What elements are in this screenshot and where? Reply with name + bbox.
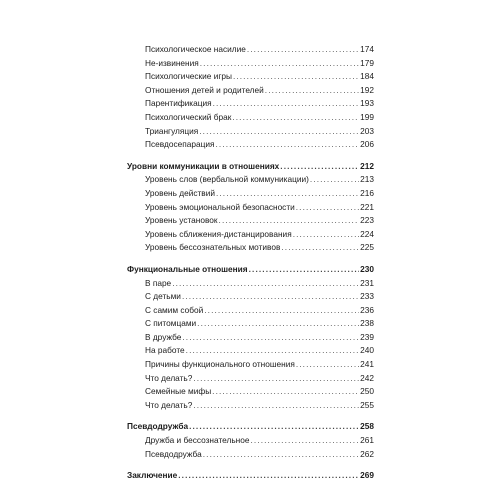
toc-entry-title: С самим собой (145, 304, 204, 315)
toc-entry-page: 174 (360, 44, 374, 54)
toc-section (127, 469, 374, 483)
dot-leader (296, 358, 359, 372)
section-gap (127, 461, 374, 469)
toc-entry-page: 192 (360, 84, 374, 95)
dot-leader (247, 43, 359, 57)
toc-entry-title: Психологическое насилие (145, 44, 246, 54)
toc-entry-title: Психологический брак (145, 111, 232, 122)
toc-entry-page: 216 (360, 187, 374, 198)
toc-entry (127, 138, 374, 152)
section-gap (127, 412, 374, 420)
toc-entry (127, 399, 374, 413)
toc-entry (127, 97, 374, 111)
toc-entry-page: 223 (360, 215, 374, 226)
toc-entry-page: 240 (360, 345, 374, 356)
toc-section-title: Уровни коммуникации в отношениях (127, 160, 280, 171)
table-of-contents (127, 43, 374, 483)
toc-entry-page: 236 (360, 304, 374, 315)
dot-leader (280, 160, 359, 174)
toc-entry-page: 241 (360, 359, 374, 370)
toc-entry-page: 206 (360, 139, 374, 150)
toc-entry (127, 125, 374, 139)
toc-entry (127, 173, 374, 187)
toc-entry-title: Причины функционального отношения (145, 359, 295, 370)
dot-leader (216, 187, 359, 201)
dot-leader (265, 84, 359, 98)
dot-leader (178, 469, 359, 483)
section-gap (127, 152, 374, 160)
toc-entry-page: 179 (360, 57, 374, 68)
toc-entry-title: Не-извинения (145, 57, 199, 68)
toc-entry (127, 331, 374, 345)
toc-entry (127, 70, 374, 84)
toc-entry-title: На работе (145, 345, 185, 356)
toc-entry (127, 317, 374, 331)
dot-leader (172, 277, 359, 291)
toc-entry (127, 290, 374, 304)
toc-entry-page: 221 (360, 201, 374, 212)
toc-entry (127, 228, 374, 242)
dot-leader (250, 434, 359, 448)
toc-entry (127, 201, 374, 215)
dot-leader (182, 331, 359, 345)
toc-entry-title: Уровень слов (вербальной коммуникации) (145, 174, 309, 185)
toc-entry (127, 214, 374, 228)
toc-entry-title: Уровень установок (145, 215, 218, 226)
dot-leader (193, 372, 359, 386)
toc-section-title: Заключение (127, 470, 178, 481)
toc-section-page: 230 (360, 263, 374, 274)
toc-entry (127, 84, 374, 98)
toc-entry-page: 184 (360, 71, 374, 82)
toc-entry-title: Уровень сближения-дистанцирования (145, 228, 292, 239)
toc-entry-page: 193 (360, 98, 374, 109)
toc-entry (127, 385, 374, 399)
toc-entry-title: С детьми (145, 291, 181, 302)
toc-entry-page: 203 (360, 125, 374, 136)
toc-entry-title: Психологические игры (145, 71, 232, 82)
toc-entry (127, 304, 374, 318)
toc-entry-page: 213 (360, 174, 374, 185)
toc-entry-page: 242 (360, 372, 374, 383)
toc-entry-title: С питомцами (145, 318, 197, 329)
toc-entry-title: В дружбе (145, 331, 182, 342)
toc-entry (127, 372, 374, 386)
toc-entry-title: Уровень бессознательных мотивов (145, 242, 281, 253)
toc-entry-title: Семейные мифы (145, 386, 212, 397)
toc-entry (127, 358, 374, 372)
toc-entry-page: 239 (360, 331, 374, 342)
toc-entry-title: Триангуляция (145, 125, 199, 136)
toc-entry-page: 224 (360, 228, 374, 239)
toc-section (127, 263, 374, 277)
toc-entry-page: 255 (360, 399, 374, 410)
toc-section-page: 258 (360, 421, 374, 432)
dot-leader (219, 214, 360, 228)
dot-leader (199, 125, 359, 139)
dot-leader (200, 57, 359, 71)
dot-leader (193, 399, 359, 413)
toc-entry-title: Что делать? (145, 372, 193, 383)
toc-entry-page: 250 (360, 386, 374, 397)
dot-leader (310, 173, 359, 187)
dot-leader (232, 111, 359, 125)
toc-entry-page: 231 (360, 277, 374, 288)
toc-section-title: Функциональные отношения (127, 263, 248, 274)
toc-entry (127, 277, 374, 291)
section-gap (127, 255, 374, 263)
dot-leader (249, 263, 360, 277)
toc-entry (127, 43, 374, 57)
dot-leader (281, 241, 359, 255)
dot-leader (296, 201, 359, 215)
dot-leader (233, 70, 359, 84)
toc-entry-page: 261 (360, 435, 374, 446)
toc-entry-title: Уровень эмоциональной безопасности (145, 201, 295, 212)
dot-leader (189, 420, 359, 434)
dot-leader (204, 304, 359, 318)
toc-section-page: 212 (360, 160, 374, 171)
toc-section-page: 269 (360, 470, 374, 481)
toc-entry-page: 225 (360, 242, 374, 253)
dot-leader (203, 448, 359, 462)
toc-entry (127, 187, 374, 201)
dot-leader (293, 228, 359, 242)
toc-entry-title: Псевдосепарация (145, 139, 215, 150)
toc-entry (127, 344, 374, 358)
toc-section-title: Псевдодружба (127, 421, 189, 432)
toc-entry (127, 448, 374, 462)
toc-entry-page: 262 (360, 448, 374, 459)
toc-entry (127, 111, 374, 125)
toc-entry (127, 241, 374, 255)
toc-entry (127, 57, 374, 71)
dot-leader (186, 344, 360, 358)
toc-entry-title: Что делать? (145, 399, 193, 410)
toc-entry-page: 233 (360, 291, 374, 302)
dot-leader (215, 138, 359, 152)
dot-leader (213, 97, 360, 111)
toc-entry-page: 199 (360, 111, 374, 122)
toc-entry-title: Псевдодружба (145, 448, 202, 459)
dot-leader (212, 385, 359, 399)
toc-entry-title: Дружба и бессознательное (145, 435, 250, 446)
toc-entry-title: Уровень действий (145, 187, 215, 198)
toc-entry-title: Парентификация (145, 98, 212, 109)
toc-section (127, 160, 374, 174)
dot-leader (197, 317, 359, 331)
toc-entry-title: Отношения детей и родителей (145, 84, 264, 95)
dot-leader (182, 290, 359, 304)
toc-entry-title: В паре (145, 277, 172, 288)
toc-entry (127, 434, 374, 448)
toc-entry-page: 238 (360, 318, 374, 329)
toc-section (127, 420, 374, 434)
